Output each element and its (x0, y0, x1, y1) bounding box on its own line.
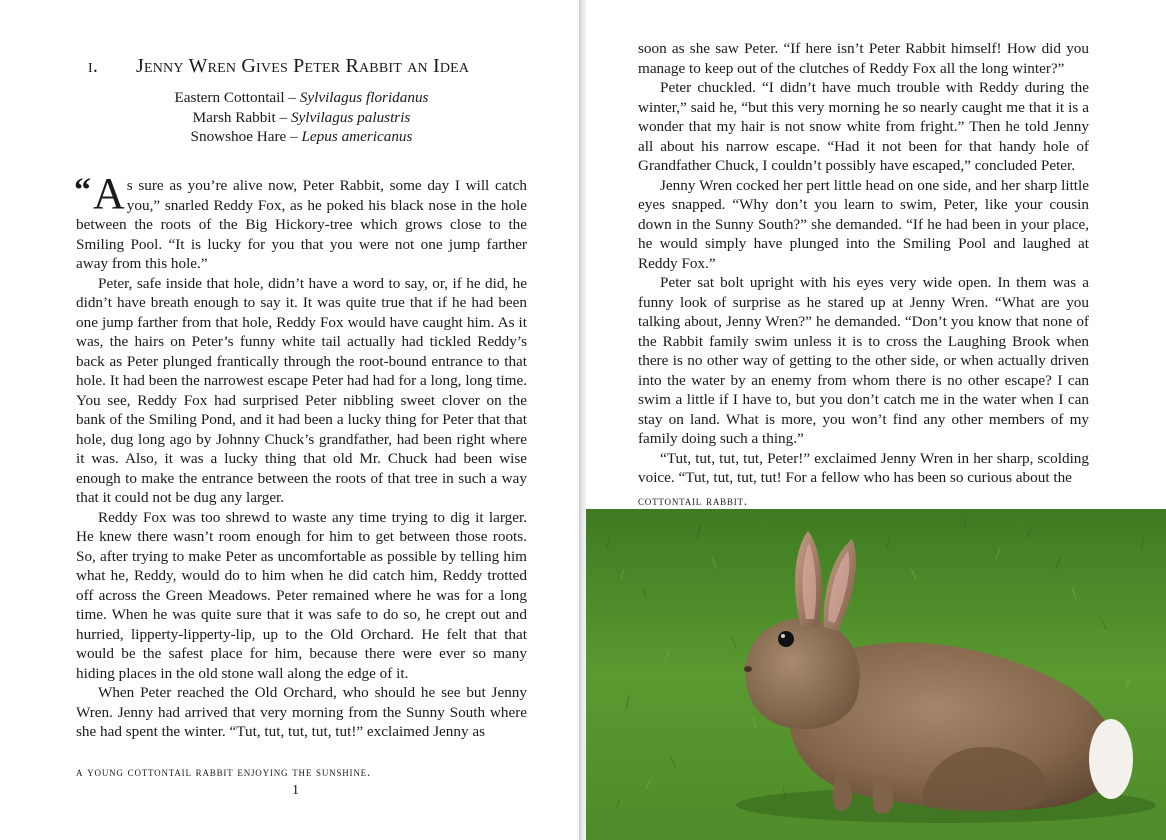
species-latin: Sylvilagus palustris (290, 108, 411, 126)
photo-caption: a young cottontail rabbit enjoying the sunshine. (76, 765, 371, 779)
open-quote-mark: “ (74, 172, 91, 209)
left-body-text (74, 169, 527, 742)
paragraph: “Tut, tut, tut, tut, Peter!” exclaimed Jenny Wren in her sharp, scolding voice. “Tut, tut, tut, tut! For a fellow who has been so curious about the (638, 449, 1089, 486)
species-list (76, 88, 527, 147)
rabbit-photo (586, 509, 1166, 840)
species-line (76, 88, 527, 108)
species-line (76, 127, 527, 147)
species-line (76, 108, 527, 128)
photo-caption: cottontail rabbit. (638, 494, 748, 508)
chapter-heading (88, 55, 528, 78)
drop-cap: A (93, 169, 125, 218)
paragraph: When Peter reached the Old Orchard, who should he see but Jenny Wren. Jenny had arrived that very morning from the Sunny South where she had spent the winter. “Tut, tut, tut, tut, tut!” exclaimed Jenny as (76, 684, 527, 740)
paragraph: soon as she saw Peter. “If here isn’t Peter Rabbit himself! How did you manage to keep out of the clutches of Reddy Fox all the long winter?” (638, 40, 1089, 77)
left-page (0, 0, 579, 840)
species-separator: – (286, 128, 302, 145)
paragraph (74, 169, 527, 274)
paragraph-text: s sure as you’re alive now, Peter Rabbit, some day I will catch you,” snarled Reddy Fox, as he poked his black nose in the hole between the roots of the Big Hickory-tree which grows close to the Smiling Pool. “It is lucky for you that you were not one jump farther away from this hole.” (76, 177, 527, 272)
paragraph: Peter chuckled. “I didn’t have much trouble with Reddy during the winter,” said he, “but this very morning he so nearly caught me that it is a wonder that my hair is not snow white from fright.” Then he told Jenny all about his narrow escape. “Had it not been for that handy hole of Grandfather Chuck, I couldn’t possibly have escaped,” concluded Peter. (638, 79, 1089, 174)
paragraph: Peter, safe inside that hole, didn’t have a word to say, or, if he did, he didn’t have breath enough to say it. It was quite true that if he had been one jump farther from that hole, Reddy Fox would have caught him. As it was, the hairs on Peter’s funny white tail actually had tickled Reddy’s back as Peter plunged frantically through the root-bound entrance to that hole. It had been the narrowest escape Peter had had for a long, long time. You see, Reddy Fox had surprised Peter nibbling sweet clover on the bank of the Smiling Pond, and it had been a lucky thing for Peter that that hole, dug long ago by Johnny Chuck’s grandfather, had been right where it was. Also, it was a lucky thing that old Mr. Chuck had been wise enough to make the entrance between the roots of that tree in such a way that it could not be dug any larger. (76, 274, 527, 506)
book-gutter (579, 0, 586, 840)
species-latin: Lepus americanus (301, 128, 413, 145)
species-separator: – (284, 89, 300, 106)
right-body-text (638, 39, 1089, 488)
chapter-number: i. (88, 55, 99, 77)
right-page (586, 0, 1166, 840)
species-separator: – (275, 108, 291, 126)
species-common: Snowshoe Hare (190, 128, 287, 145)
rabbit-illustration (586, 509, 1166, 840)
chapter-title: Jenny Wren Gives Peter Rabbit an Idea (136, 55, 470, 77)
paragraph: Peter sat bolt upright with his eyes very wide open. In them was a funny look of surprise as he stared up at Jenny Wren. “What are you talking about, Jenny Wren?” he demanded. “Don’t you know that none of the Rabbit family swim unless it is to cross the Laughing Brook when there is no other way of getting to the other side, or when actually driven into the water by an enemy from whom there is no other escape? I can swim a little if I have to, but you don’t catch me in the water when I can stay on land. What is more, you won’t find any other members of my family doing such a thing.” (638, 274, 1089, 447)
species-common: Marsh Rabbit (192, 108, 276, 126)
species-common: Eastern Cottontail (174, 89, 285, 106)
species-latin: Sylvilagus floridanus (299, 89, 429, 106)
paragraph: Jenny Wren cocked her pert little head on one side, and her sharp little eyes snapped. “Why don’t you learn to swim, Peter, like your cousin down in the Sunny South?” she demanded. “If he had been in your place, he would simply have plunged into the Smiling Pool and laughed at Reddy Fox.” (638, 176, 1089, 272)
page-number: 1 (292, 783, 299, 798)
paragraph: Reddy Fox was too shrewd to waste any time trying to dig it larger. He knew there wasn’t room enough for him to get between those roots. So, after trying to make Peter as uncomfortable as possible by telling him what he, Reddy, would do to him when he did catch him, Reddy trotted off across the Green Meadows. Peter remained where he was for a long time. When he was quite sure that it was safe to do so, he crept out and hurried, lipperty-lipperty-lip, up to the Old Orchard. He felt that that would be the safest place for him, because there were ever so many hiding places in the old stone wall along the edge of it. (76, 508, 527, 682)
